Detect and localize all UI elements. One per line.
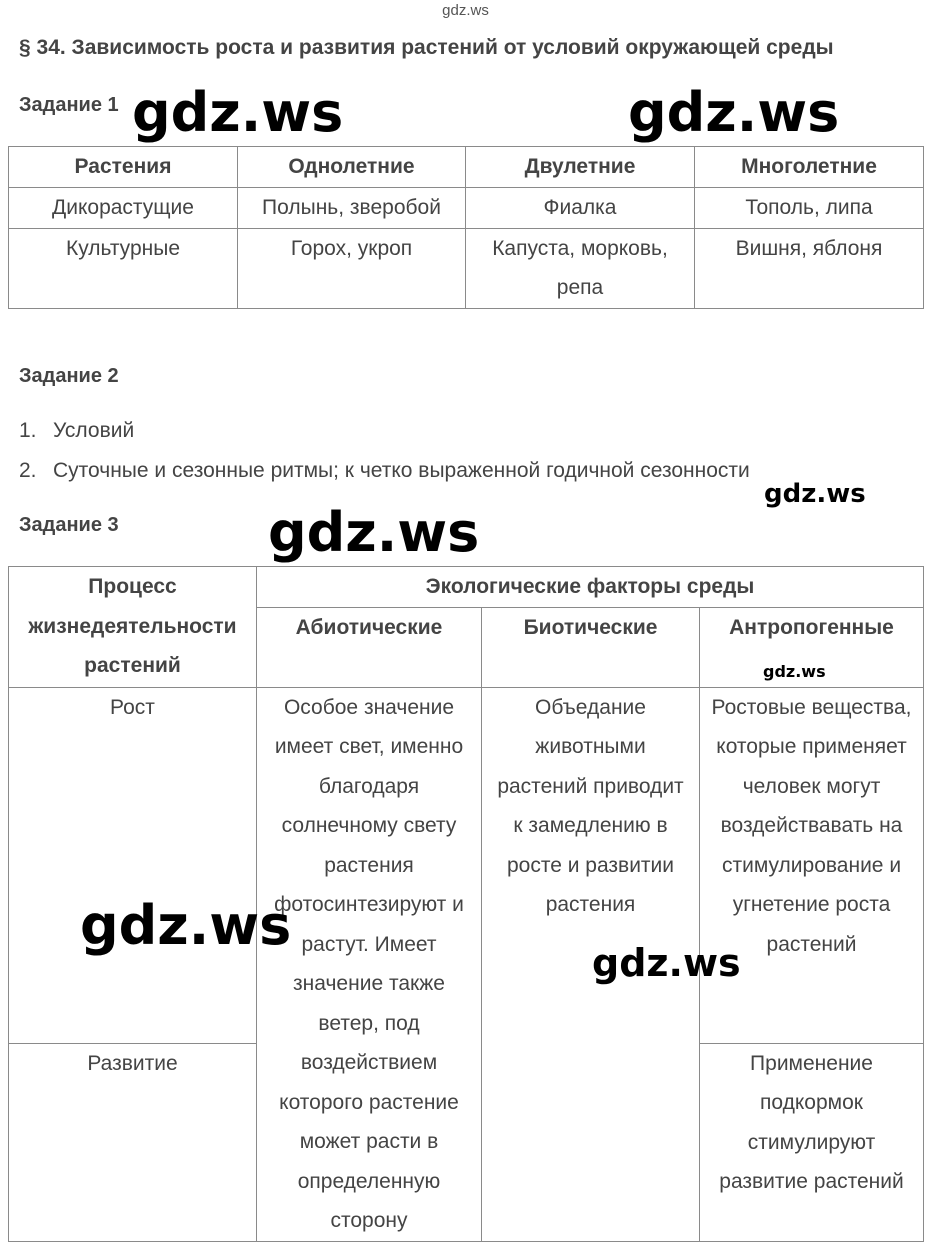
table-cell: Дикорастущие [9, 187, 238, 228]
list-number: 1. [19, 419, 37, 442]
task1-header-cell: Растения [9, 147, 238, 188]
table-cell: Тополь, липа [695, 187, 924, 228]
table-cell: Культурные [9, 228, 238, 308]
list-item [19, 419, 134, 443]
list-item [19, 459, 750, 483]
anthropogenic-header: Антропогенные [700, 607, 924, 687]
list-number: 2. [19, 459, 37, 482]
task1-header-cell: Двулетние [466, 147, 695, 188]
watermark: gdz.ws [80, 894, 292, 957]
table-cell: Вишня, яблоня [695, 228, 924, 308]
watermark: gdz.ws [132, 81, 344, 144]
biotic-cell: Объедание животными растений приводит к замедлению в росте и развитии растения [482, 687, 700, 1241]
table-cell: Полынь, зверобой [238, 187, 466, 228]
task1-header-cell: Многолетние [695, 147, 924, 188]
anthropogenic-growth-cell: Ростовые вещества, которые применяет человек могут воздействавать на стимулирование и угнетение роста растений [700, 687, 924, 1043]
watermark: gdz.ws [268, 501, 480, 564]
task1-header-row [9, 147, 924, 188]
task3-header-row [9, 567, 924, 608]
task2-heading: Задание 2 [19, 365, 119, 387]
watermark: gdz.ws [763, 662, 826, 681]
abiotic-cell: Особое значение имеет свет, именно благодаря солнечному свету растения фотосинтезируют и растут. Имеет значение также ветер, под воздействием которого растение может расти в определенную сторону [257, 687, 482, 1241]
biotic-header: Биотические [482, 607, 700, 687]
abiotic-header: Абиотические [257, 607, 482, 687]
task1-table [8, 146, 924, 309]
watermark: gdz.ws [764, 479, 866, 509]
factors-header: Экологические факторы среды [257, 567, 924, 608]
list-text: Условий [53, 419, 135, 442]
task3-heading: Задание 3 [19, 514, 119, 536]
table-row [9, 687, 924, 1043]
watermark: gdz.ws [592, 941, 741, 985]
growth-cell: Рост [9, 687, 257, 1043]
development-cell: Развитие [9, 1043, 257, 1241]
list-text: Суточные и сезонные ритмы; к четко выраженной годичной сезонности [53, 459, 750, 482]
table-row [9, 187, 924, 228]
table-cell: Фиалка [466, 187, 695, 228]
task1-heading: Задание 1 [19, 94, 119, 116]
page-title: § 34. Зависимость роста и развития растений от условий окружающей среды [19, 36, 834, 59]
process-header: Процесс жизнедеятельности растений [9, 567, 257, 688]
table-row [9, 228, 924, 308]
watermark-top: gdz.ws [442, 2, 489, 19]
table-cell: Капуста, морковь, репа [466, 228, 695, 308]
anthropogenic-development-cell: Применение подкормок стимулируют развитие растений [700, 1043, 924, 1241]
task1-header-cell: Однолетние [238, 147, 466, 188]
watermark: gdz.ws [628, 81, 840, 144]
table-cell: Горох, укроп [238, 228, 466, 308]
